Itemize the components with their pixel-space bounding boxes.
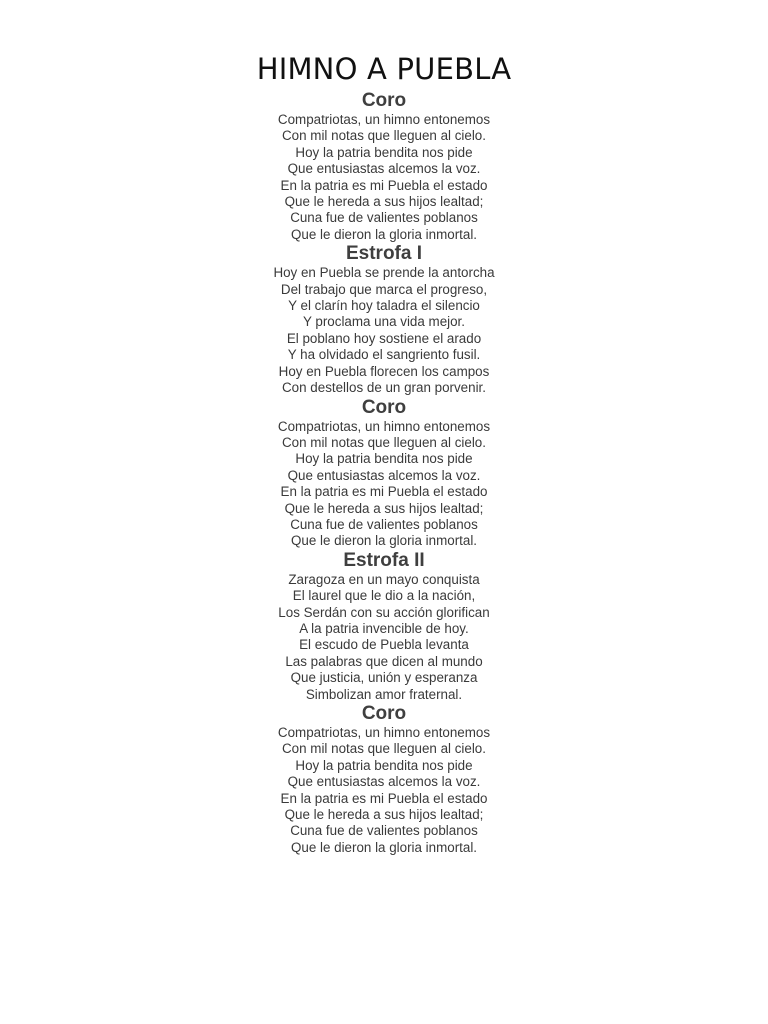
verse-line: Con destellos de un gran porvenir. bbox=[282, 380, 486, 396]
verse-line: Que le dieron la gloria inmortal. bbox=[290, 533, 478, 549]
verse-line: A la patria invencible de hoy. bbox=[299, 620, 469, 636]
verse-line: Zaragoza en un mayo conquista bbox=[288, 571, 480, 587]
verse-line: Hoy la patria bendita nos pide bbox=[295, 144, 473, 160]
verse-line: Cuna fue de valientes poblanos bbox=[290, 823, 478, 839]
document-title: HIMNO A PUEBLA bbox=[256, 52, 512, 86]
verse-line: Cuna fue de valientes poblanos bbox=[290, 210, 478, 226]
verse-line: Hoy en Puebla florecen los campos bbox=[278, 363, 490, 379]
section-heading: Coro bbox=[361, 90, 407, 111]
verse-lines bbox=[0, 112, 768, 243]
verse-line: Los Serdán con su acción glorifican bbox=[278, 604, 490, 620]
section-heading: Estrofa II bbox=[343, 549, 425, 571]
verse-line: Con mil notas que lleguen al cielo. bbox=[282, 128, 486, 144]
verse-line: En la patria es mi Puebla el estado bbox=[280, 177, 488, 193]
verse-line: El escudo de Puebla levanta bbox=[299, 637, 469, 653]
section-heading: Estrofa I bbox=[345, 243, 423, 265]
verse-lines bbox=[0, 419, 768, 550]
verse-line: Con mil notas que lleguen al cielo. bbox=[282, 741, 486, 757]
verse-line: Con mil notas que lleguen al cielo. bbox=[282, 434, 486, 450]
verse-line: Que le hereda a sus hijos lealtad; bbox=[284, 194, 484, 210]
section-heading: Coro bbox=[361, 396, 407, 418]
verse-line: En la patria es mi Puebla el estado bbox=[280, 484, 488, 500]
verse-line: Que le dieron la gloria inmortal. bbox=[290, 839, 478, 855]
document bbox=[0, 50, 768, 856]
verse-line: Hoy en Puebla se prende la antorcha bbox=[273, 265, 495, 281]
verse-line: Y ha olvidado el sangriento fusil. bbox=[287, 347, 481, 363]
section-heading: Coro bbox=[361, 703, 407, 724]
verse-line: Cuna fue de valientes poblanos bbox=[290, 516, 478, 532]
section bbox=[0, 90, 768, 243]
verse-line: Compatriotas, un himno entonemos bbox=[277, 112, 491, 127]
verse-lines bbox=[0, 572, 768, 703]
verse-lines bbox=[0, 265, 768, 396]
section bbox=[0, 243, 768, 396]
verse-line: Que le hereda a sus hijos lealtad; bbox=[284, 807, 484, 823]
verse-line: Y proclama una vida mejor. bbox=[302, 314, 465, 330]
verse-line: El laurel que le dio a la nación, bbox=[292, 588, 476, 604]
verse-line: Compatriotas, un himno entonemos bbox=[277, 725, 491, 740]
verse-line: El poblano hoy sostiene el arado bbox=[286, 330, 482, 346]
section bbox=[0, 550, 768, 703]
verse-line: Del trabajo que marca el progreso, bbox=[280, 281, 488, 297]
verse-line: Compatriotas, un himno entonemos bbox=[277, 418, 491, 434]
verse-line: Que entusiastas alcemos la voz. bbox=[287, 774, 481, 790]
verse-line: Y el clarín hoy taladra el silencio bbox=[288, 298, 480, 314]
sections-container bbox=[0, 90, 768, 856]
section bbox=[0, 397, 768, 550]
verse-line: Hoy la patria bendita nos pide bbox=[295, 451, 473, 467]
verse-line: Que le dieron la gloria inmortal. bbox=[290, 226, 478, 242]
verse-line: Que entusiastas alcemos la voz. bbox=[287, 467, 481, 483]
section bbox=[0, 703, 768, 856]
verse-line: En la patria es mi Puebla el estado bbox=[280, 790, 488, 806]
verse-line: Que justicia, unión y esperanza bbox=[290, 670, 478, 686]
verse-line: Simbolizan amor fraternal. bbox=[305, 686, 463, 702]
verse-line: Hoy la patria bendita nos pide bbox=[295, 757, 473, 773]
verse-line: Que entusiastas alcemos la voz. bbox=[287, 161, 481, 177]
verse-lines bbox=[0, 725, 768, 856]
verse-line: Que le hereda a sus hijos lealtad; bbox=[284, 500, 484, 516]
verse-line: Las palabras que dicen al mundo bbox=[285, 653, 483, 669]
